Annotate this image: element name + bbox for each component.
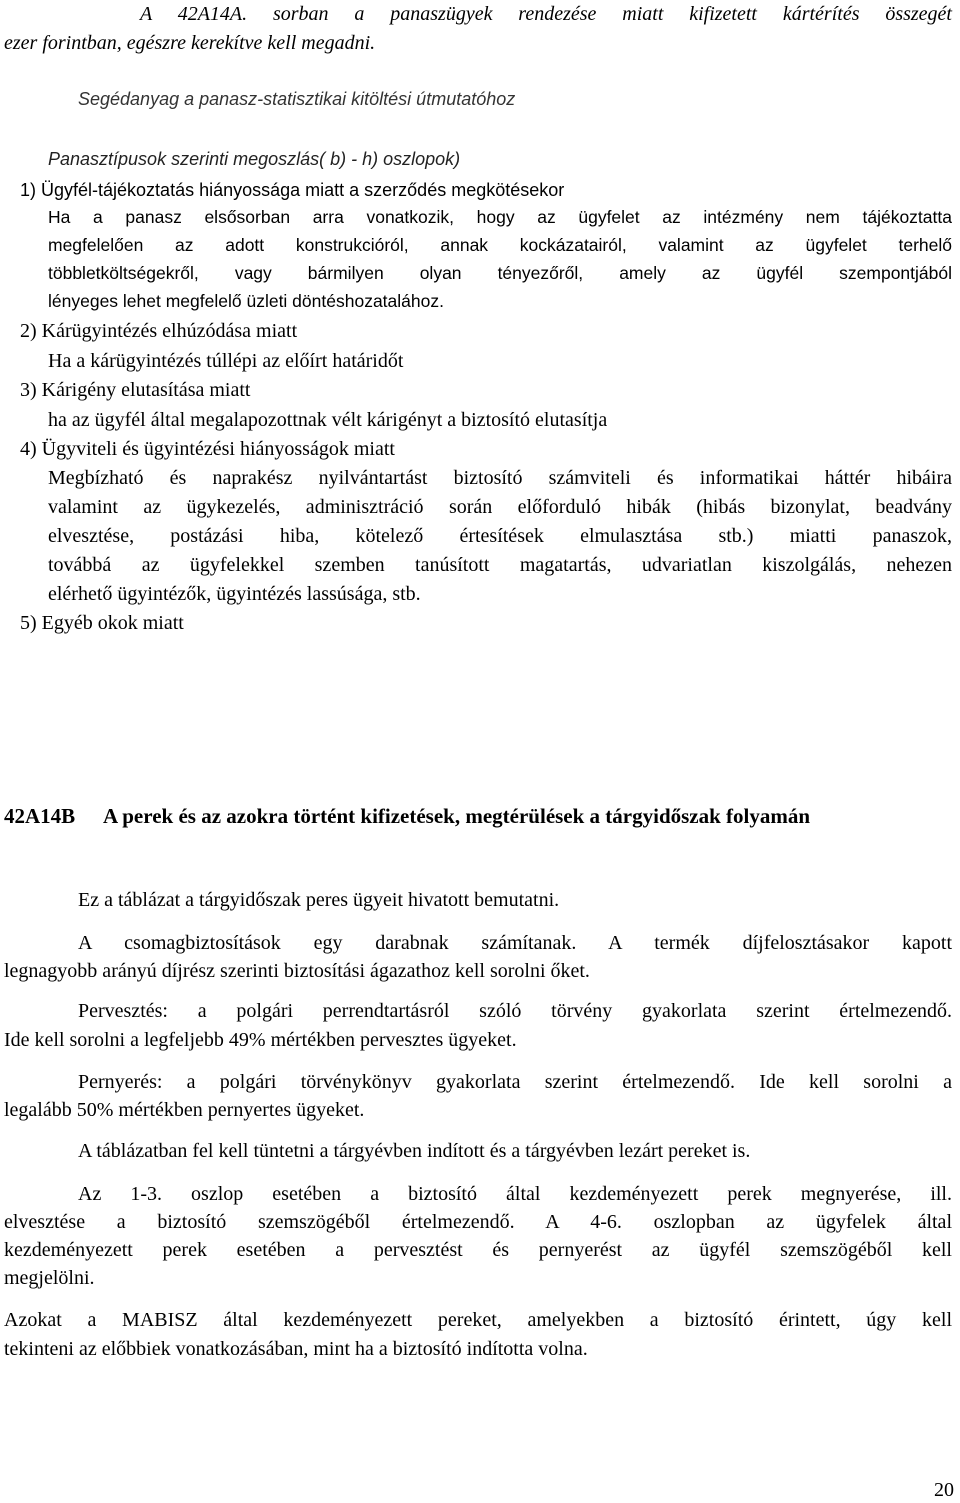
paragraph-7-line-1: Azokat a MABISZ által kezdeményezett pereket, amelyekben a biztosító érintett, úgy kell — [4, 1309, 952, 1331]
item-3-title: 3) Kárigény elutasítása miatt — [20, 379, 251, 401]
paragraph-7-line-2: tekinteni az előbbiek vonatkozásában, mint ha a biztosító indította volna. — [4, 1338, 588, 1360]
item-4-title: 4) Ügyviteli és ügyintézési hiányosságok miatt — [20, 438, 395, 460]
paragraph-6-line-4: megjelölni. — [4, 1267, 95, 1289]
item-5-title: 5) Egyéb okok miatt — [20, 612, 184, 634]
item-1-line-1: Ha a panasz elsősorban arra vonatkozik, hogy az ügyfelet az intézmény nem tájékoztatta — [48, 207, 952, 227]
item-4-line-3: elvesztése, postázási hiba, kötelező értesítések elmulasztása stb.) miatti panaszok, — [48, 525, 952, 547]
intro-line-2: ezer forintban, egészre kerekítve kell megadni. — [4, 32, 376, 54]
paragraph-6-line-3: kezdeményezett perek esetében a pervesztést és pernyerést az ügyfél szemszögéből kell — [4, 1239, 952, 1261]
paragraph-5: A táblázatban fel kell tüntetni a tárgyévben indított és a tárgyévben lezárt pereket is. — [78, 1140, 751, 1162]
supplement-subtitle: Panasztípusok szerinti megoszlás( b) - h) oszlopok) — [48, 149, 461, 169]
section-code: 42A14B — [4, 804, 76, 828]
item-1-line-4: lényeges lehet megfelelő üzleti döntéshozatalához. — [48, 291, 444, 311]
item-1-line-3: többletköltségekről, vagy bármilyen olyan tényezőről, amely az ügyfél szempontjából — [48, 263, 952, 283]
item-4-line-1: Megbízható és naprakész nyilvántartást biztosító számviteli és informatikai háttér hibáira — [48, 467, 952, 489]
item-1-line-2: megfelelően az adott konstrukcióról, annak kockázatairól, valamint az ügyfelet terhelő — [48, 235, 952, 255]
item-4-line-4: továbbá az ügyfelekkel szemben tanúsított magatartás, udvariatlan kiszolgálás, nehezen — [48, 554, 952, 576]
paragraph-3-line-1: Pervesztés: a polgári perrendtartásról szóló törvény gyakorlata szerint értelmezendő. — [78, 1000, 952, 1022]
intro-line-1: A 42A14A. sorban a panaszügyek rendezése miatt kifizetett kártérítés összegét — [140, 3, 952, 25]
page-number: 20 — [934, 1479, 954, 1501]
item-2-title: 2) Kárügyintézés elhúzódása miatt — [20, 320, 298, 342]
item-4-line-2: valamint az ügykezelés, adminisztráció során előforduló hibák (hibás bizonylat, beadvány — [48, 496, 952, 518]
paragraph-4-line-1: Pernyerés: a polgári törvénykönyv gyakorlata szerint értelmezendő. Ide kell sorolni a — [78, 1071, 952, 1093]
paragraph-3-line-2: Ide kell sorolni a legfeljebb 49% mértékben pervesztes ügyeket. — [4, 1029, 517, 1051]
supplement-title: Segédanyag a panasz-statisztikai kitöltési útmutatóhoz — [78, 89, 516, 109]
paragraph-6-line-2: elvesztése a biztosító szemszögéből értelmezendő. A 4-6. oszlopban az ügyfelek által — [4, 1211, 952, 1233]
paragraph-2-line-1: A csomagbiztosítások egy darabnak számítanak. A termék díjfelosztásakor kapott — [78, 932, 952, 954]
section-title: A perek és az azokra történt kifizetések, megtérülések a tárgyidőszak folyamán — [103, 804, 811, 828]
paragraph-2-line-2: legnagyobb arányú díjrész szerinti biztosítási ágazathoz kell sorolni őket. — [4, 960, 590, 982]
paragraph-6-line-1: Az 1-3. oszlop esetében a biztosító által kezdeményezett perek megnyerése, ill. — [78, 1183, 952, 1205]
item-4-line-5: elérhető ügyintézők, ügyintézés lassúsága, stb. — [48, 583, 421, 605]
paragraph-1: Ez a táblázat a tárgyidőszak peres ügyeit hivatott bemutatni. — [78, 889, 560, 911]
item-3-line: ha az ügyfél által megalapozottnak vélt kárigényt a biztosító elutasítja — [48, 409, 608, 431]
paragraph-4-line-2: legalább 50% mértékben pernyertes ügyeket. — [4, 1099, 365, 1121]
item-2-line: Ha a kárügyintézés túllépi az előírt határidőt — [48, 350, 404, 372]
item-1-title: 1) Ügyfél-tájékoztatás hiányossága miatt a szerződés megkötésekor — [20, 180, 565, 200]
